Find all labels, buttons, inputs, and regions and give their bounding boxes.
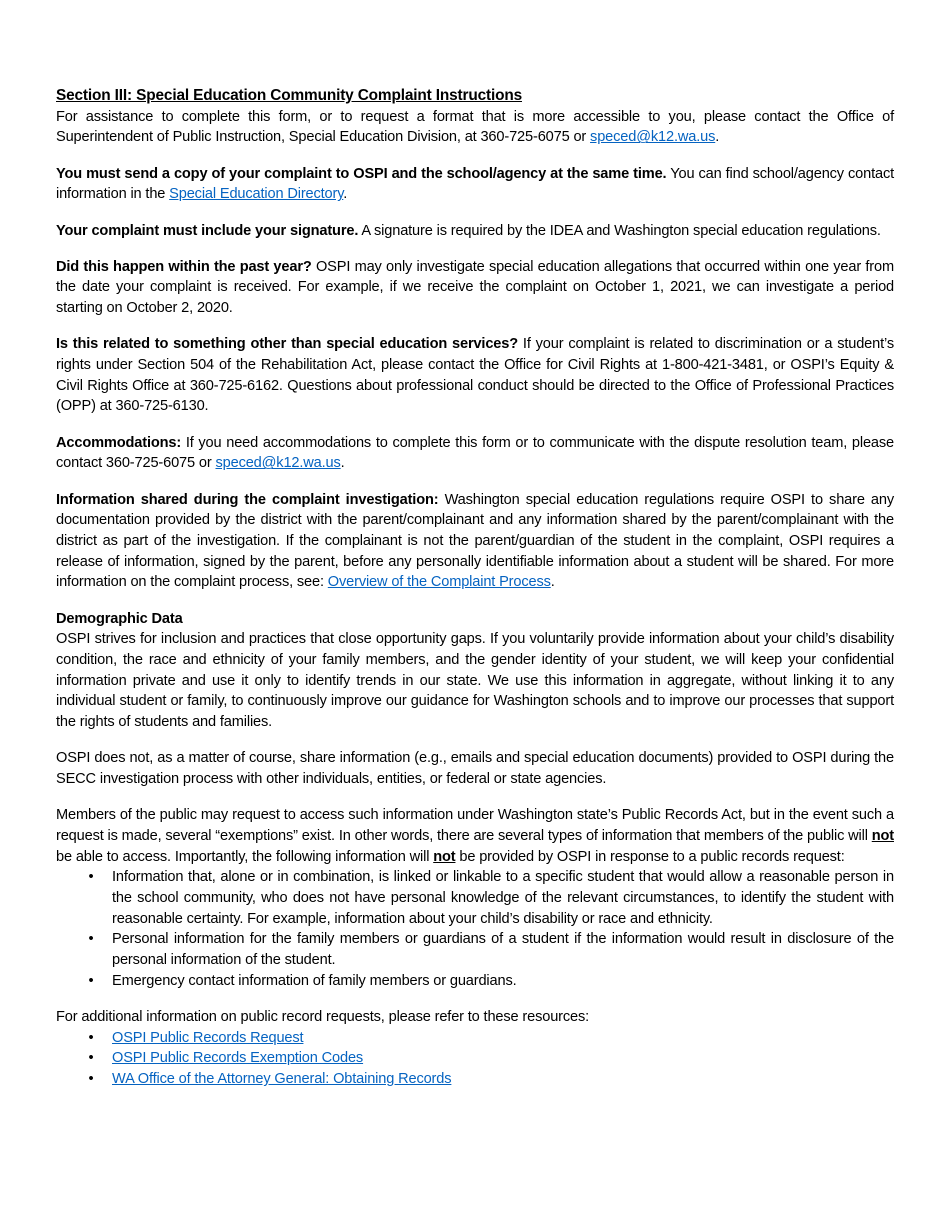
demographic-data-heading: Demographic Data [56, 610, 183, 627]
public-records-text-2: be able to access. Importantly, the following information will [56, 848, 434, 865]
other-services-bold: Is this related to something other than special education services? [56, 336, 519, 353]
exempt-info-text: Personal information for the family members or guardians of a student if the information would result in disclosure of the personal information of the student. [112, 931, 894, 969]
intro-text-end: . [715, 129, 720, 146]
public-records-paragraph [56, 805, 894, 867]
past-year-bold: Did this happen within the past year? [56, 258, 312, 275]
section-title: Section III: Special Education Community Complaint Instructions [56, 87, 522, 104]
accommodations-bold: Accommodations: [56, 434, 182, 451]
info-shared-paragraph [56, 490, 894, 594]
attorney-general-obtaining-records-link[interactable]: WA Office of the Attorney General: Obtaining Records [112, 1071, 452, 1088]
bullet-icon: • [88, 1029, 94, 1046]
ospi-exemption-codes-link[interactable]: OSPI Public Records Exemption Codes [112, 1050, 364, 1067]
info-shared-text-end: . [550, 574, 555, 591]
exempt-info-item [56, 867, 894, 929]
public-records-text-1: Members of the public may request to access such information under Washington state’s Public Records Act, but in the event such a request is made, several “exemptions” exist. In other words, there are several types of information that members of the public will [56, 807, 894, 844]
accommodations-text-end: . [340, 455, 345, 472]
special-education-directory-link[interactable]: Special Education Directory [169, 186, 344, 203]
intro-paragraph [56, 107, 894, 148]
complaint-process-overview-link[interactable]: Overview of the Complaint Process [327, 574, 551, 591]
intro-text: For assistance to complete this form, or to request a format that is more accessible to you, please contact the Office of Superintendent of Public Instruction, Special Education Division, at 360-725-6075 or [56, 108, 894, 146]
past-year-text: OSPI may only investigate special education allegations that occurred within one year from the date your complaint is received. For example, if we receive the complaint on October 1, 2021, we can investigate a period starting on October 2, 2020. [56, 258, 894, 317]
resource-item [56, 1069, 894, 1090]
info-shared-text: Washington special education regulations require OSPI to share any documentation provided by the district with the parent/complainant and any information shared by the parent/complainant with the district as part of the investigation. If the complainant is not the parent/guardian of the student in the complaint, OSPI requires a release of information, signed by the parent, before any personally identifiable information about a student will be shared. For more information on the complaint process, see: [56, 491, 894, 591]
bullet-icon: • [88, 931, 94, 948]
signature-bold: Your complaint must include your signature. [56, 222, 359, 239]
bullet-icon: • [88, 1050, 94, 1067]
exempt-info-text: Emergency contact information of family members or guardians. [112, 972, 517, 989]
speced-email-link[interactable]: speced@k12.wa.us [590, 129, 716, 146]
signature-text: A signature is required by the IDEA and Washington special education regulations. [358, 222, 881, 239]
emphasis-not-1: not [871, 827, 894, 844]
resources-intro: For additional information on public record requests, please refer to these resources: [56, 1009, 590, 1026]
resource-item [56, 1028, 894, 1049]
resources-list [56, 1028, 894, 1090]
demographic-paragraph: OSPI strives for inclusion and practices that close opportunity gaps. If you voluntarily provide information about your child’s disability condition, the race and ethnicity of your family members, and the gender identity of your student, we will keep your confidential information private and use it only to identify trends in our state. We use this information in aggregate, without linking it to any individual student or family, to continuously improve our guidance for Washington schools and to improve our processes that support the rights of students and families. [56, 631, 894, 731]
resource-item [56, 1048, 894, 1069]
bullet-icon: • [88, 972, 94, 989]
ospi-public-records-request-link[interactable]: OSPI Public Records Request [112, 1029, 304, 1046]
bullet-icon: • [88, 1071, 94, 1088]
exempt-info-item [56, 971, 894, 992]
no-share-paragraph: OSPI does not, as a matter of course, share information (e.g., emails and special education documents) provided to OSPI during the SECC investigation process with other individuals, entities, or federal or state agencies. [56, 750, 894, 787]
copy-notice-bold: You must send a copy of your complaint to OSPI and the school/agency at the same time. [56, 165, 667, 182]
signature-paragraph [56, 221, 894, 242]
accommodations-text: If you need accommodations to complete this form or to communicate with the dispute resolution team, please contact 360-725-6075 or [56, 434, 894, 472]
public-records-text-3: be provided by OSPI in response to a public records request: [455, 848, 845, 865]
bullet-icon: • [88, 869, 94, 886]
info-shared-bold: Information shared during the complaint investigation: [56, 491, 439, 508]
copy-notice-text-end: . [343, 186, 348, 203]
other-services-paragraph [56, 334, 894, 417]
exempt-info-text: Information that, alone or in combination, is linked or linkable to a specific student that would allow a reasonable person in the school community, who does not have personal knowledge of the relevant circumstances, to identify the student with reasonable certainty. For example, information about your child’s disability or race and ethnicity. [112, 869, 894, 927]
past-year-paragraph [56, 257, 894, 319]
copy-notice-paragraph [56, 164, 894, 205]
exempt-info-list [56, 867, 894, 991]
accommodations-paragraph [56, 433, 894, 474]
other-services-text: If your complaint is related to discrimination or a student’s rights under Section 504 of the Rehabilitation Act, please contact the Office for Civil Rights at 1-800-421-3481, or OSPI’s Equity & Civil Rights Office at 360-725-6162. Questions about professional conduct should be directed to the Office of Professional Practices (OPP) at 360-725-6130. [56, 336, 894, 415]
accommodations-email-link[interactable]: speced@k12.wa.us [215, 455, 341, 472]
emphasis-not-2: not [433, 848, 456, 865]
copy-notice-text: You can find school/agency contact information in the [56, 165, 895, 203]
document-page [56, 86, 894, 1090]
exempt-info-item [56, 929, 894, 970]
